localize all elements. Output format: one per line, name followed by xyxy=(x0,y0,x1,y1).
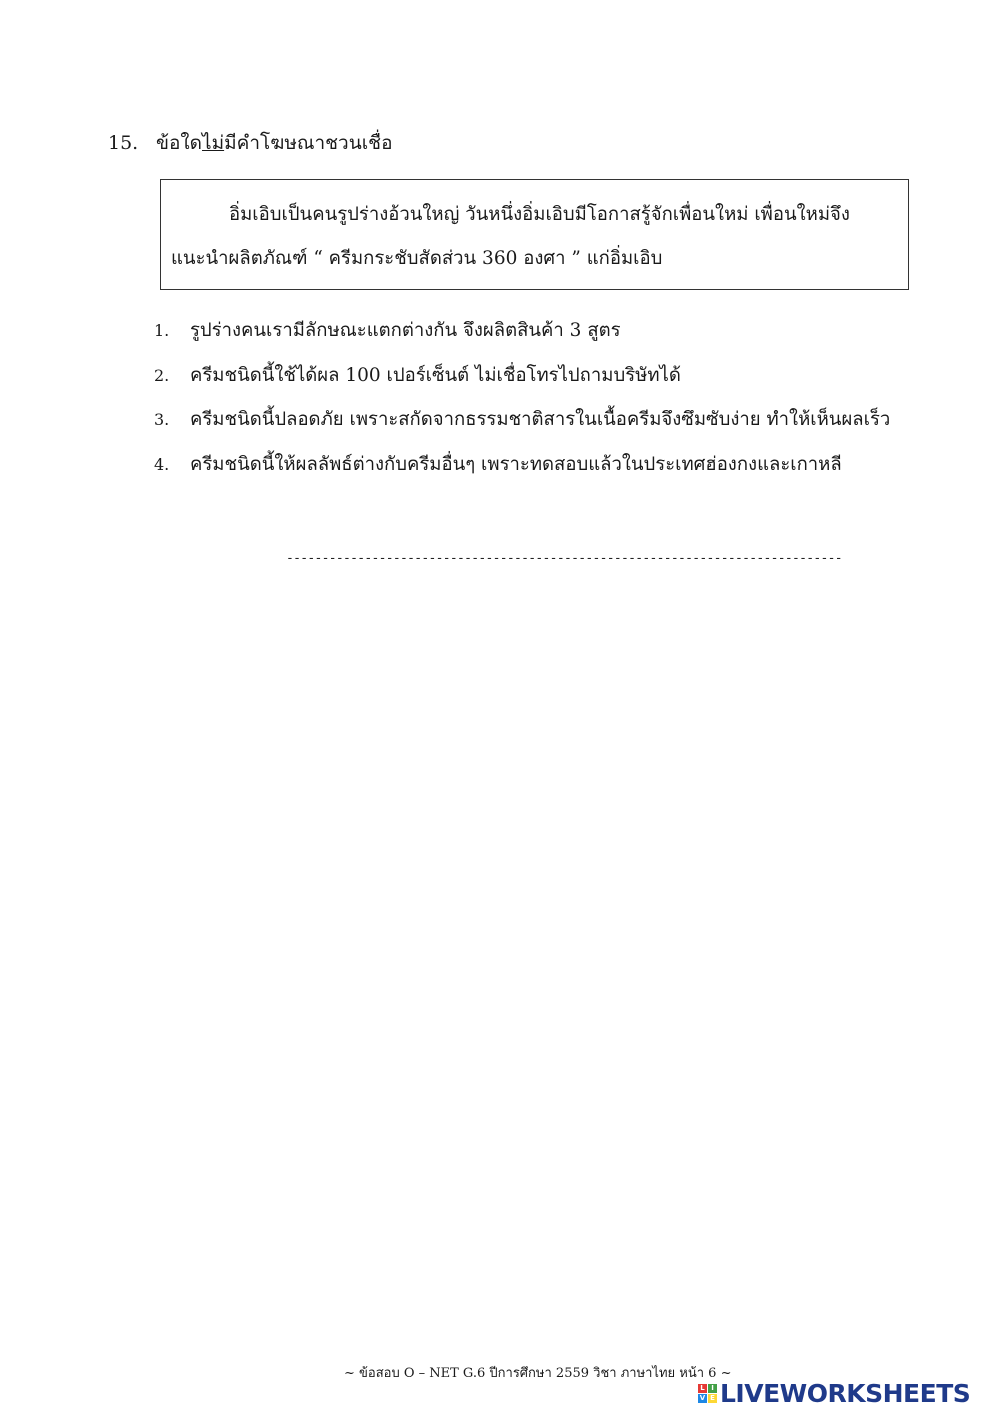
answer-options xyxy=(154,316,890,494)
option-text: รูปร่างคนเรามีลักษณะแตกต่างกัน จึงผลิตสินค้า 3 สูตร xyxy=(190,320,621,341)
option-number: 4. xyxy=(154,454,170,474)
passage-box xyxy=(160,179,909,290)
liveworksheets-brand[interactable] xyxy=(698,1378,970,1408)
answer-option-2[interactable] xyxy=(154,361,890,406)
question-text xyxy=(156,128,393,158)
section-separator: ------------------------------------------------------------------------------ xyxy=(286,551,842,566)
option-number: 3. xyxy=(154,410,170,429)
liveworksheets-logo-icon xyxy=(698,1384,717,1403)
option-number: 1. xyxy=(154,321,170,340)
question-text-start: ข้อใด xyxy=(156,132,203,154)
question-text-emphasis: ไม่ xyxy=(202,132,225,154)
option-number: 2. xyxy=(154,365,170,385)
option-text: ครีมชนิดนี้ปลอดภัย เพราะสกัดจากธรรมชาติสารในเนื้อครีมจึงซึมซับง่าย ทำให้เห็นผลเร็ว xyxy=(190,409,891,430)
brand-text: LIVEWORKSHEETS xyxy=(720,1378,971,1408)
passage-line-1: อิ่มเอิบเป็นคนรูปร่างอ้วนใหญ่ วันหนึ่งอิ่มเอิบมีโอกาสรู้จักเพื่อนใหม่ เพื่อนใหม่จึง xyxy=(229,204,850,225)
answer-option-4[interactable] xyxy=(154,450,890,495)
passage-line-2: แนะนำผลิตภัณฑ์ “ ครีมกระชับสัดส่วน 360 องศา ” แก่อิ่มเอิบ xyxy=(171,248,663,269)
question-heading xyxy=(108,128,393,158)
question-text-end: มีคำโฆษณาชวนเชื่อ xyxy=(224,132,393,154)
logo-tile: I xyxy=(708,1384,717,1393)
logo-tile: V xyxy=(699,1393,706,1402)
logo-tile: L xyxy=(698,1384,707,1393)
page-footer: ~ ข้อสอบ O – NET G.6 ปีการศึกษา 2559 วิชา ภาษาไทย หน้า 6 ~ xyxy=(344,1366,732,1381)
question-number: 15. xyxy=(108,132,139,154)
logo-tile: E xyxy=(708,1394,717,1403)
option-text: ครีมชนิดนี้ให้ผลลัพธ์ต่างกับครีมอื่นๆ เพราะทดสอบแล้วในประเทศฮ่องกงและเกาหลี xyxy=(190,453,842,475)
answer-option-3[interactable] xyxy=(154,405,890,450)
answer-option-1[interactable] xyxy=(154,316,890,361)
option-text: ครีมชนิดนี้ใช้ได้ผล 100 เปอร์เซ็นต์ ไม่เชื่อโทรไปถามบริษัทได้ xyxy=(190,364,681,386)
